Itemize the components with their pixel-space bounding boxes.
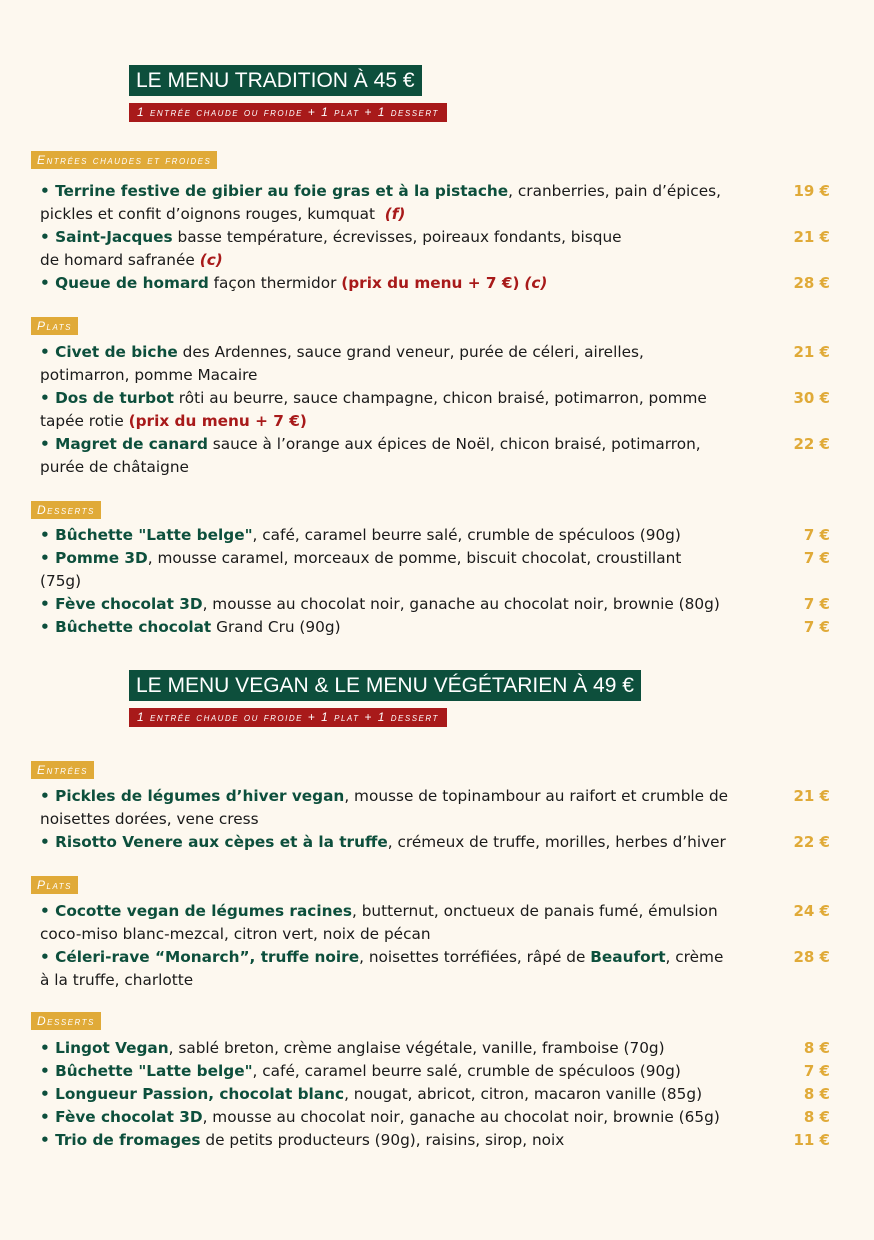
dish-description: , café, caramel beurre salé, crumble de spéculoos (90g) xyxy=(252,526,681,544)
menu-item: • Terrine festive de gibier au foie gras et à la pistache, cranberries, pain d’épices, pickles et confit d’oignons rouges, kumquat (f) 19 € xyxy=(40,182,830,223)
dish-description: , crémeux de truffe, morilles, herbes d’hiver xyxy=(387,833,726,851)
dish-description: , nougat, abricot, citron, macaron vanille (85g) xyxy=(344,1085,703,1103)
dish-description: des Ardennes, sauce grand veneur, purée de céleri, airelles, xyxy=(177,343,644,361)
menu-vegan-subtitle: 1 entrée chaude ou froide + 1 plat + 1 dessert xyxy=(129,708,447,727)
dish-price: 28 € xyxy=(793,274,830,292)
dish-description: rôti au beurre, sauce champagne, chicon braisé, potimarron, pomme xyxy=(173,389,707,407)
menu-item: • Fève chocolat 3D, mousse au chocolat noir, ganache au chocolat noir, brownie (80g) 7 € xyxy=(40,593,830,616)
dish-name: Lingot Vegan xyxy=(55,1039,169,1057)
dish-name: Céleri-rave “Monarch”, truffe noire xyxy=(55,948,360,966)
dish-price: 8 € xyxy=(803,1085,830,1103)
dish-name: Magret de canard xyxy=(55,435,208,453)
dish-name: Bûchette "Latte belge" xyxy=(55,526,253,544)
menu-item: • Céleri-rave “Monarch”, truffe noire, noisettes torréfiées, râpé de Beaufort, crème à la truffe, charlotte 28 € xyxy=(40,948,830,989)
dish-description: façon thermidor xyxy=(208,274,342,292)
dish-name: Fève chocolat 3D xyxy=(55,595,203,613)
menu-tradition-subtitle: 1 entrée chaude ou froide + 1 plat + 1 dessert xyxy=(129,103,447,122)
dish-name: Fève chocolat 3D xyxy=(55,1108,203,1126)
dish-name: Queue de homard xyxy=(55,274,209,292)
section-label-entrees: Entrées xyxy=(31,761,94,779)
menu-item: • Trio de fromages de petits producteurs (90g), raisins, sirop, noix 11 € xyxy=(40,1129,830,1152)
dish-description: à la truffe, charlotte xyxy=(40,971,194,989)
dish-tag: (c) xyxy=(199,251,223,269)
dish-name: Civet de biche xyxy=(55,343,178,361)
menu-item: • Longueur Passion, chocolat blanc, nougat, abricot, citron, macaron vanille (85g) 8 € xyxy=(40,1083,830,1106)
dish-name: Bûchette "Latte belge" xyxy=(55,1062,253,1080)
dish-description: Grand Cru (90g) xyxy=(211,618,341,636)
dish-name-highlight: Beaufort xyxy=(590,948,666,966)
menu-item: • Cocotte vegan de légumes racines, butternut, onctueux de panais fumé, émulsion coco-miso blanc-mezcal, citron vert, noix de pécan 24 € xyxy=(40,902,830,943)
dish-price: 24 € xyxy=(793,902,830,920)
dish-price: 11 € xyxy=(793,1131,830,1149)
dish-description: , cranberries, pain d’épices, xyxy=(508,182,721,200)
dish-description: purée de châtaigne xyxy=(40,458,189,476)
dish-description: pickles et confit d’oignons rouges, kumquat xyxy=(40,205,376,223)
dish-supplement: (prix du menu + 7 €) xyxy=(341,274,520,292)
dish-price: 8 € xyxy=(803,1108,830,1126)
dish-description: , café, caramel beurre salé, crumble de spéculoos (90g) xyxy=(252,1062,681,1080)
dish-description: de petits producteurs (90g), raisins, sirop, noix xyxy=(200,1131,565,1149)
dish-description: tapée rotie xyxy=(40,412,129,430)
menu-item: • Fève chocolat 3D, mousse au chocolat noir, ganache au chocolat noir, brownie (65g) 8 € xyxy=(40,1106,830,1129)
dish-description: , mousse au chocolat noir, ganache au chocolat noir, brownie (65g) xyxy=(202,1108,720,1126)
menu-item: • Magret de canard sauce à l’orange aux épices de Noël, chicon braisé, potimarron, purée de châtaigne 22 € xyxy=(40,435,830,476)
dish-name: Pickles de légumes d’hiver vegan xyxy=(55,787,345,805)
dish-tag: (f) xyxy=(384,205,406,223)
menu-item: • Saint-Jacques basse température, écrevisses, poireaux fondants, bisque de homard safranée (c) 21 € xyxy=(40,228,830,269)
dish-name: Longueur Passion, chocolat blanc xyxy=(55,1085,345,1103)
section-label-entrees: Entrées chaudes et froides xyxy=(31,151,217,169)
dish-description: potimarron, pomme Macaire xyxy=(40,366,258,384)
section-label-plats: Plats xyxy=(31,317,78,335)
dish-name: Terrine festive de gibier au foie gras et à la pistache xyxy=(55,182,509,200)
dish-description: de homard safranée xyxy=(40,251,195,269)
dish-price: 21 € xyxy=(793,228,830,246)
dish-name: Bûchette chocolat xyxy=(55,618,212,636)
dish-price: 19 € xyxy=(793,182,830,200)
dish-description: , noisettes torréfiées, râpé de xyxy=(359,948,591,966)
dish-description: , mousse au chocolat noir, ganache au chocolat noir, brownie (80g) xyxy=(202,595,720,613)
dish-name: Dos de turbot xyxy=(55,389,174,407)
menu-vegan-title: LE MENU VEGAN & LE MENU VÉGÉTARIEN À 49 € xyxy=(129,670,641,701)
dish-name: Risotto Venere aux cèpes et à la truffe xyxy=(55,833,388,851)
section-label-plats: Plats xyxy=(31,876,78,894)
dish-price: 21 € xyxy=(793,343,830,361)
dish-description: (75g) xyxy=(40,572,82,590)
section-label-desserts: Desserts xyxy=(31,1012,101,1030)
dish-price: 21 € xyxy=(793,787,830,805)
dish-price: 22 € xyxy=(793,435,830,453)
dish-description: , butternut, onctueux de panais fumé, émulsion xyxy=(351,902,718,920)
menu-tradition-title: LE MENU TRADITION À 45 € xyxy=(129,65,422,96)
dish-description: , mousse caramel, morceaux de pomme, biscuit chocolat, croustillant xyxy=(147,549,682,567)
section-label-desserts: Desserts xyxy=(31,501,101,519)
dish-price: 7 € xyxy=(803,549,830,567)
dish-description: , sablé breton, crème anglaise végétale, vanille, framboise (70g) xyxy=(168,1039,665,1057)
dish-description: , crème xyxy=(665,948,724,966)
menu-item: • Queue de homard façon thermidor (prix du menu + 7 €) (c) 28 € xyxy=(40,272,830,295)
dish-price: 7 € xyxy=(803,618,830,636)
dish-name: Saint-Jacques xyxy=(55,228,173,246)
dish-description: coco-miso blanc-mezcal, citron vert, noix de pécan xyxy=(40,925,431,943)
dish-description: basse température, écrevisses, poireaux fondants, bisque xyxy=(172,228,622,246)
menu-item: • Risotto Venere aux cèpes et à la truffe, crémeux de truffe, morilles, herbes d’hiver 22 € xyxy=(40,831,830,854)
dish-price: 7 € xyxy=(803,1062,830,1080)
dish-price: 8 € xyxy=(803,1039,830,1057)
menu-item: • Bûchette chocolat Grand Cru (90g) 7 € xyxy=(40,616,830,639)
dish-description: sauce à l’orange aux épices de Noël, chicon braisé, potimarron, xyxy=(207,435,701,453)
menu-item: • Civet de biche des Ardennes, sauce grand veneur, purée de céleri, airelles, potimarron, pomme Macaire 21 € xyxy=(40,343,830,384)
dish-price: 7 € xyxy=(803,526,830,544)
menu-item: • Bûchette "Latte belge", café, caramel beurre salé, crumble de spéculoos (90g) 7 € xyxy=(40,1060,830,1083)
dish-price: 28 € xyxy=(793,948,830,966)
dish-description: , mousse de topinambour au raifort et crumble de xyxy=(344,787,729,805)
dish-price: 7 € xyxy=(803,595,830,613)
dish-name: Pomme 3D xyxy=(55,549,148,567)
menu-item: • Pickles de légumes d’hiver vegan, mousse de topinambour au raifort et crumble de noisettes dorées, vene cress 21 € xyxy=(40,787,830,828)
menu-item: • Dos de turbot rôti au beurre, sauce champagne, chicon braisé, potimarron, pomme tapée rotie (prix du menu + 7 €) 30 € xyxy=(40,389,830,430)
dish-tag: (c) xyxy=(524,274,548,292)
dish-supplement: (prix du menu + 7 €) xyxy=(128,412,307,430)
menu-item: • Bûchette "Latte belge", café, caramel beurre salé, crumble de spéculoos (90g) 7 € xyxy=(40,524,830,547)
menu-item: • Pomme 3D, mousse caramel, morceaux de pomme, biscuit chocolat, croustillant (75g) 7 € xyxy=(40,549,830,590)
dish-name: Cocotte vegan de légumes racines xyxy=(55,902,352,920)
dish-description: noisettes dorées, vene cress xyxy=(40,810,259,828)
dish-price: 22 € xyxy=(793,833,830,851)
menu-item: • Lingot Vegan, sablé breton, crème anglaise végétale, vanille, framboise (70g) 8 € xyxy=(40,1037,830,1060)
dish-price: 30 € xyxy=(793,389,830,407)
dish-name: Trio de fromages xyxy=(55,1131,201,1149)
